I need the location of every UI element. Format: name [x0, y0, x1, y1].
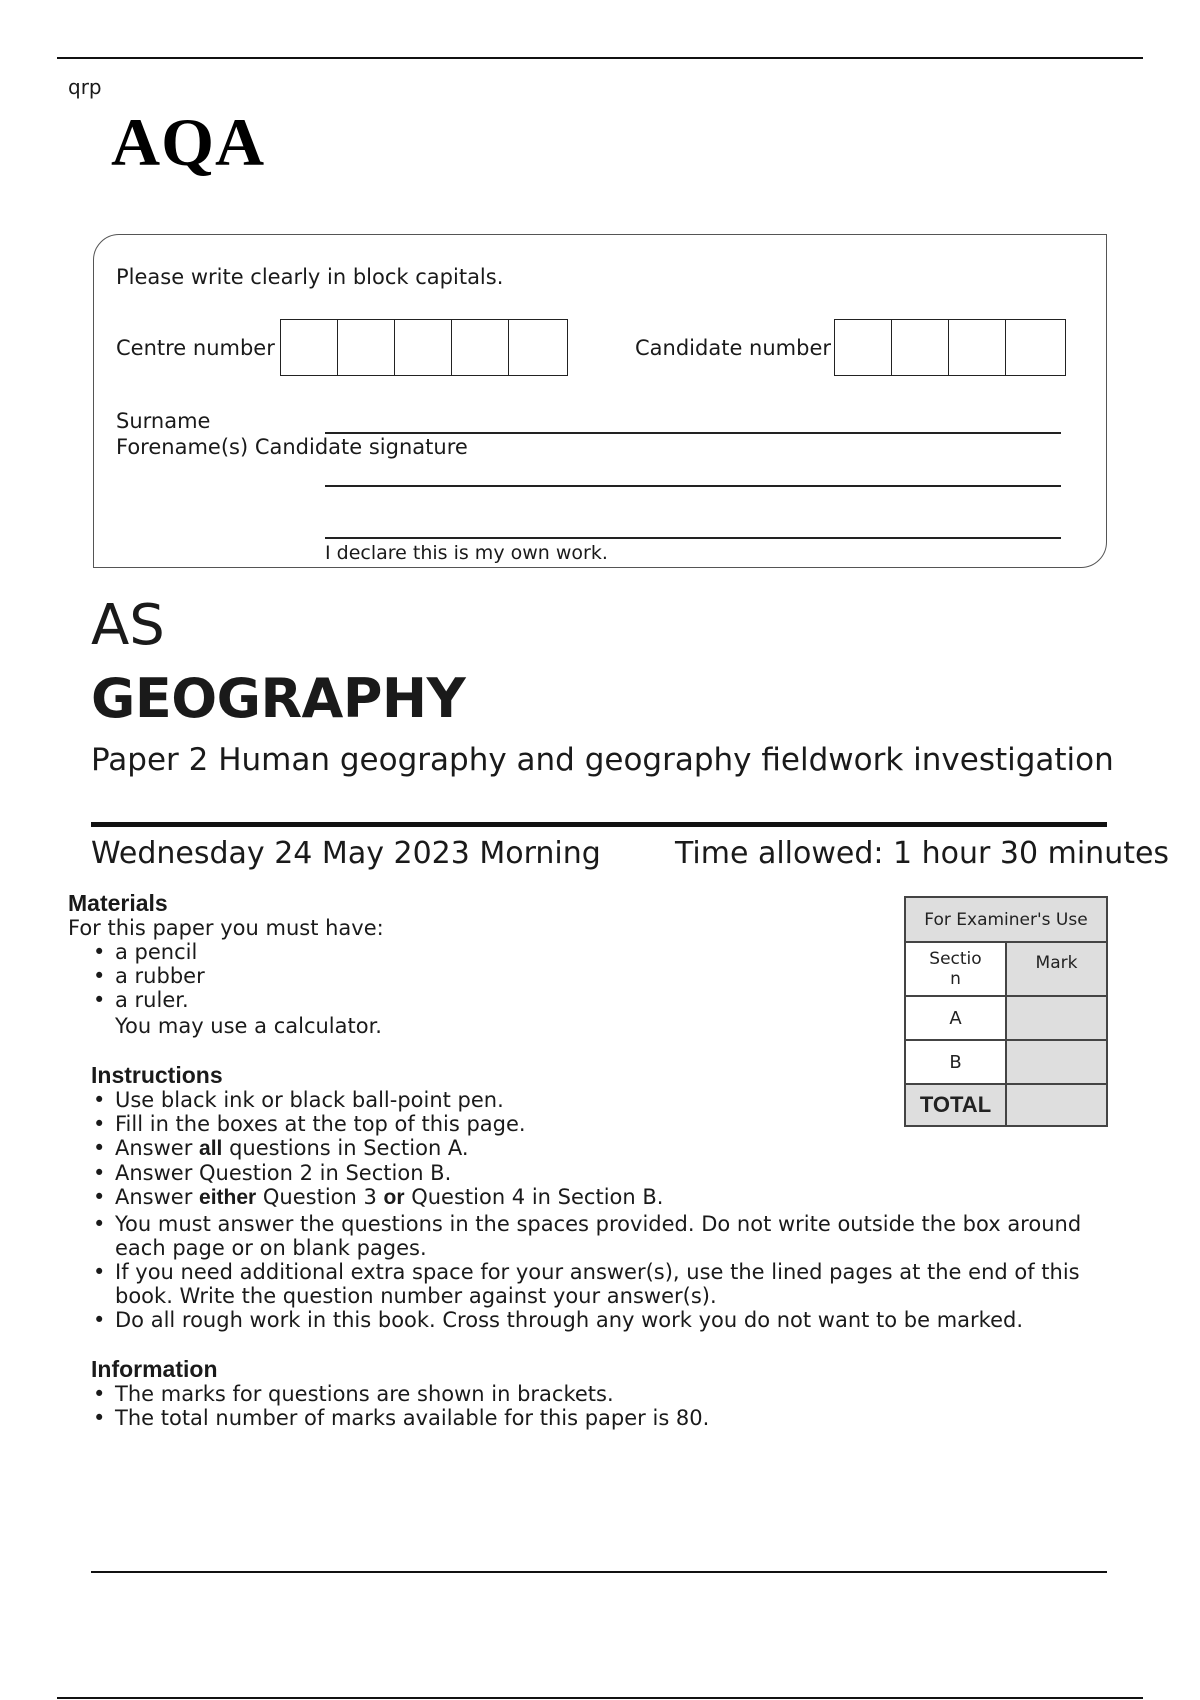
subject-title: GEOGRAPHY	[91, 667, 466, 730]
paper-title: Paper 2 Human geography and geography fieldwork investigation	[91, 742, 1114, 778]
section-column-header: Sectio n	[905, 942, 1006, 996]
candidate-digit-box[interactable]	[835, 320, 892, 375]
list-item: • The total number of marks available for this paper is 80.	[91, 1406, 1091, 1430]
candidate-digit-box[interactable]	[949, 320, 1006, 375]
surname-label: Surname	[116, 409, 211, 433]
list-item: • The marks for questions are shown in brackets.	[91, 1382, 1091, 1406]
list-item: • Do all rough work in this book. Cross through any work you do not want to be marked.	[91, 1308, 1091, 1332]
time-allowed: Time allowed: 1 hour 30 minutes	[675, 836, 1170, 871]
forenames-line[interactable]	[325, 485, 1061, 487]
centre-digit-box[interactable]	[452, 320, 509, 375]
surname-line[interactable]	[325, 432, 1061, 434]
declaration-text: I declare this is my own work.	[325, 542, 608, 564]
text-run: questions in Section A.	[222, 1136, 469, 1160]
list-item	[91, 1185, 1091, 1210]
information-heading: Information	[91, 1356, 218, 1382]
emphasis: or	[383, 1186, 405, 1209]
candidate-number-label: Candidate number	[635, 336, 831, 360]
title-rule	[91, 822, 1107, 827]
list-item: • Use black ink or black ball-point pen.	[91, 1088, 1091, 1112]
exam-date: Wednesday 24 May 2023 Morning	[91, 836, 601, 871]
centre-number-label: Centre number	[116, 336, 275, 360]
list-item: • Fill in the boxes at the top of this page.	[91, 1112, 1091, 1136]
emphasis: all	[199, 1137, 223, 1160]
examiner-use-table	[904, 896, 1108, 1127]
total-mark[interactable]	[1006, 1084, 1107, 1126]
candidate-number-boxes[interactable]	[834, 319, 1066, 376]
emphasis: either	[199, 1186, 257, 1209]
forenames-signature-label: Forename(s) Candidate signature	[116, 435, 468, 459]
section-a-cell: A	[905, 996, 1006, 1040]
centre-digit-box[interactable]	[338, 320, 395, 375]
section-b-cell: B	[905, 1040, 1006, 1084]
text-run: Answer	[115, 1185, 200, 1209]
top-rule	[57, 57, 1143, 59]
instructions-heading: Instructions	[91, 1062, 223, 1088]
list-item: • a pencil	[91, 940, 691, 964]
list-item: • If you need additional extra space for your answer(s), use the lined pages at the end of this book. Write the question number against your answer(s).	[91, 1260, 1091, 1308]
list-item: • a rubber	[91, 964, 691, 988]
paper-code: qrp	[68, 75, 102, 99]
examiner-table-title: For Examiner's Use	[905, 897, 1107, 942]
materials-list	[91, 940, 691, 1012]
centre-digit-box[interactable]	[281, 320, 338, 375]
total-label: TOTAL	[905, 1084, 1006, 1126]
candidate-digit-box[interactable]	[892, 320, 949, 375]
mark-column-header: Mark	[1006, 942, 1107, 996]
footer-rule	[91, 1571, 1107, 1573]
centre-digit-box[interactable]	[509, 320, 566, 375]
list-item: • You must answer the questions in the spaces provided. Do not write outside the box around each page or on blank pages.	[91, 1212, 1091, 1260]
block-capitals-instruction: Please write clearly in block capitals.	[116, 265, 504, 289]
list-item	[91, 1136, 1091, 1161]
page-bottom-rule	[57, 1697, 1143, 1699]
aqa-logo: AQA	[111, 104, 266, 180]
materials-heading: Materials	[68, 890, 168, 916]
text-run: Question 4 in Section B.	[404, 1185, 664, 1209]
signature-line[interactable]	[325, 537, 1061, 539]
materials-intro: For this paper you must have:	[68, 916, 384, 940]
qualification-level: AS	[91, 593, 165, 658]
section-a-mark[interactable]	[1006, 996, 1107, 1040]
text-run: Question 3	[256, 1185, 384, 1209]
calculator-note: You may use a calculator.	[115, 1014, 382, 1038]
centre-number-boxes[interactable]	[280, 319, 568, 376]
list-item: • a ruler.	[91, 988, 691, 1012]
candidate-digit-box[interactable]	[1006, 320, 1063, 375]
centre-digit-box[interactable]	[395, 320, 452, 375]
list-item: • Answer Question 2 in Section B.	[91, 1161, 1091, 1185]
text-run: Answer	[115, 1136, 200, 1160]
information-list	[91, 1382, 1091, 1430]
section-b-mark[interactable]	[1006, 1040, 1107, 1084]
